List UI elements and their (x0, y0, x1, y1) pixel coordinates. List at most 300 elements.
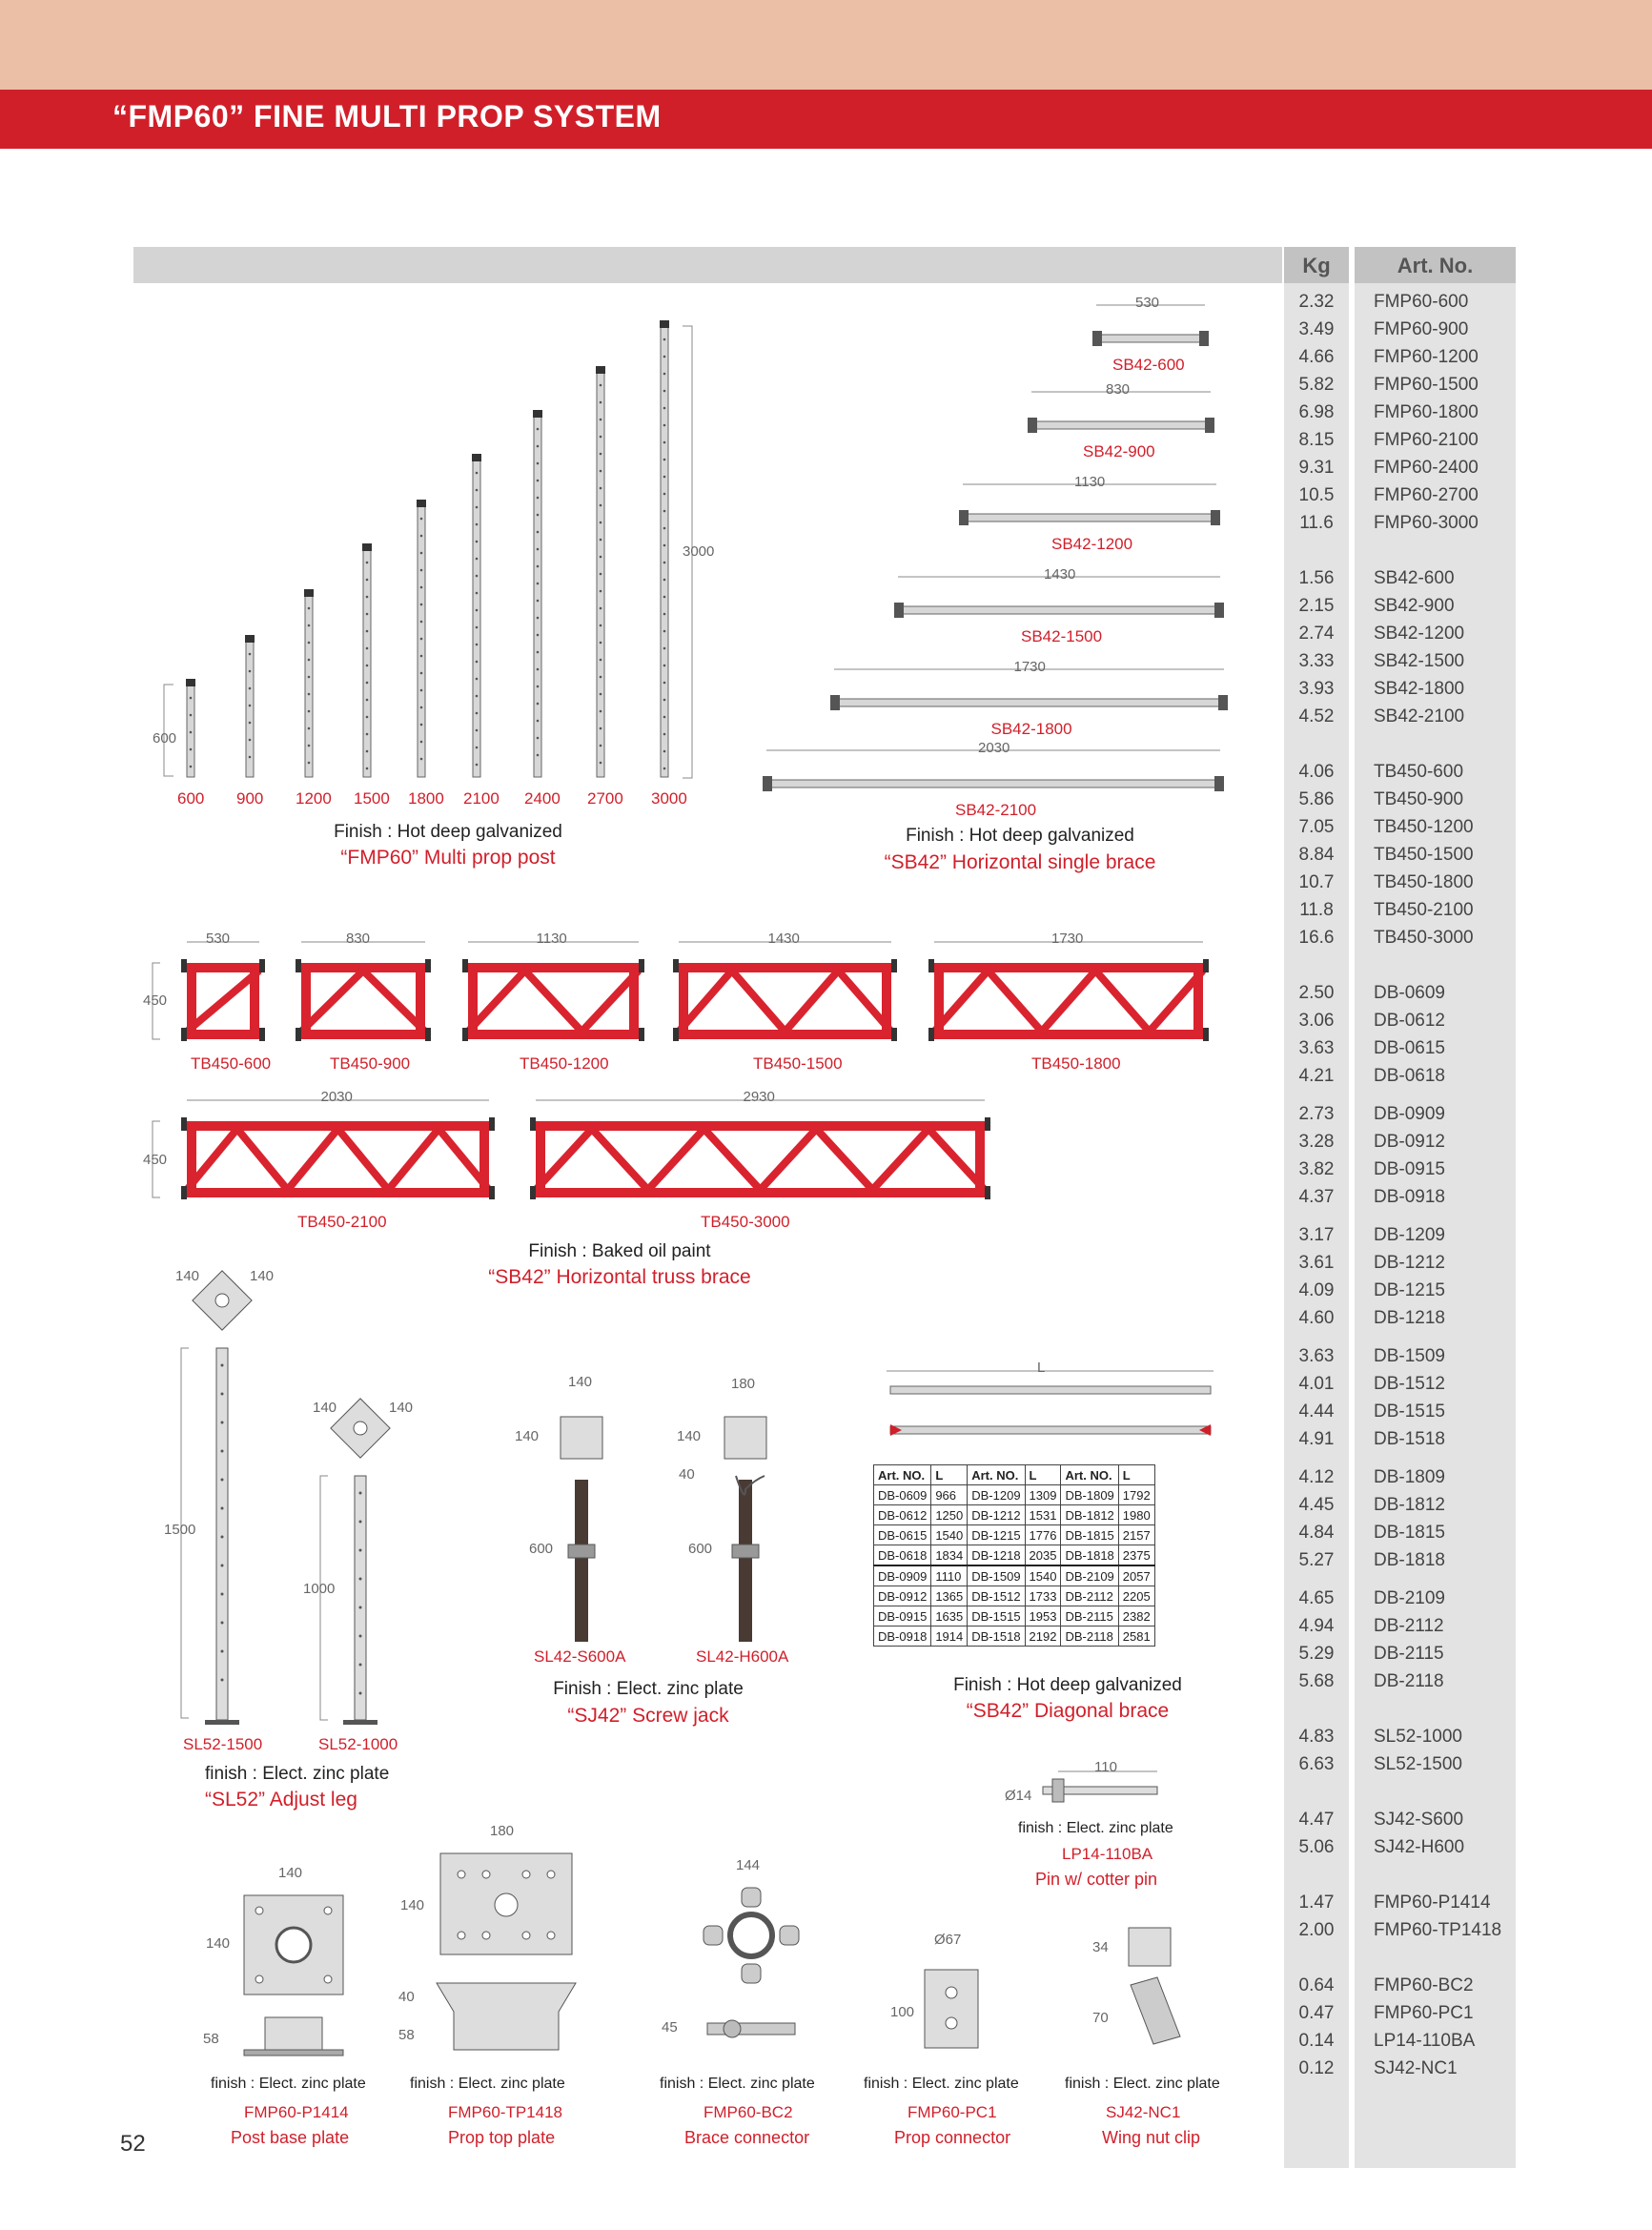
prop-hole (420, 586, 423, 589)
spec-art: FMP60-BC2 (1374, 1975, 1474, 1995)
spec-art: DB-2115 (1374, 1644, 1444, 1664)
prop-hole (249, 670, 252, 673)
sb-clamp (1199, 331, 1209, 346)
prop-hole (420, 672, 423, 675)
prop-hole (249, 687, 252, 690)
prop-hole (663, 665, 666, 667)
prop-hole (537, 428, 540, 431)
prop-hole (476, 626, 479, 629)
pc1-hole (946, 2017, 957, 2029)
prop-hole (249, 722, 252, 725)
prop-hole (366, 682, 369, 685)
diagonal-brace (890, 1386, 1211, 1394)
spec-art: TB450-1500 (1374, 845, 1474, 865)
diag-finish: Finish : Hot deep galvanized (953, 1675, 1182, 1695)
truss-height-2: 450 (143, 1152, 168, 1168)
truss-hook (181, 1028, 187, 1041)
prop-hole (663, 407, 666, 410)
spec-art: DB-1209 (1374, 1225, 1445, 1245)
spec-kg: 10.5 (1298, 485, 1335, 505)
truss-hook (673, 959, 679, 972)
spec-art: SB42-600 (1374, 568, 1455, 588)
tp1418-h: 140 (400, 1897, 425, 1913)
truss-hook (530, 1117, 536, 1131)
spec-kg: 4.84 (1298, 1523, 1335, 1543)
prop-hole (366, 665, 369, 667)
prop-hole (476, 729, 479, 732)
jack-finish: Finish : Elect. zinc plate (553, 1679, 744, 1699)
prop-dim-600: 600 (153, 730, 177, 747)
leg-dim-1000: 1000 (303, 1581, 336, 1597)
prop-hole (476, 558, 479, 561)
prop-hole (537, 462, 540, 465)
spec-art: FMP60-P1414 (1374, 1892, 1491, 1913)
prop-hole (366, 579, 369, 582)
prop-cap (362, 543, 372, 551)
kg-header: Kg (1284, 247, 1349, 283)
pc1-name: Prop connector (894, 2128, 1011, 2147)
sb-clamp (1211, 510, 1220, 525)
diag-table-head-cell: L (931, 1465, 968, 1485)
nc1-w: 34 (1092, 1939, 1109, 1955)
pin-code: LP14-110BA (1062, 1845, 1153, 1863)
diag-table-cell: 2375 (1118, 1545, 1154, 1566)
prop-hole (600, 573, 602, 576)
diag-table (873, 1464, 1155, 1647)
spec-kg: 2.15 (1298, 596, 1335, 616)
p1414-code: FMP60-P1414 (244, 2103, 349, 2121)
spec-art: FMP60-900 (1374, 319, 1469, 339)
prop-hole (420, 569, 423, 572)
diag-table-cell: DB-1812 (1061, 1505, 1118, 1525)
sb-length: 530 (1135, 295, 1160, 311)
spec-kg: 3.28 (1298, 1132, 1335, 1152)
spec-art: LP14-110BA (1374, 2031, 1476, 2051)
pc1-code: FMP60-PC1 (908, 2103, 997, 2121)
leg-hole (359, 1606, 362, 1609)
spec-art: DB-0612 (1374, 1011, 1445, 1031)
leg-hole (359, 1692, 362, 1695)
diag-table-head-cell: L (1025, 1465, 1061, 1485)
prop-cap (245, 635, 255, 643)
sb-clamp (830, 695, 840, 710)
spec-art: FMP60-3000 (1374, 513, 1479, 533)
prop-hole (537, 754, 540, 757)
truss-height-1: 450 (143, 992, 168, 1009)
truss-name: “SB42” Horizontal truss brace (488, 1266, 751, 1288)
p1414-name: Post base plate (231, 2128, 350, 2147)
truss-hook (928, 1028, 934, 1041)
spec-kg: 2.32 (1298, 292, 1335, 312)
spec-kg: 6.63 (1298, 1754, 1335, 1774)
art-header: Art. No. (1355, 247, 1516, 283)
diag-table-cell: 1953 (1025, 1606, 1061, 1626)
spec-kg: 4.66 (1298, 347, 1335, 367)
tp1418-t2: 58 (398, 2027, 415, 2043)
leg-foot (205, 1720, 239, 1725)
tp1418-bolt (547, 1932, 555, 1939)
spec-art: TB450-3000 (1374, 928, 1474, 948)
spec-art: FMP60-600 (1374, 292, 1469, 312)
truss-hook (928, 959, 934, 972)
prop-hole (249, 653, 252, 656)
prop-hole (600, 556, 602, 559)
spec-kg: 5.27 (1298, 1550, 1335, 1570)
spec-art: SB42-900 (1374, 596, 1455, 616)
spec-art: DB-1212 (1374, 1253, 1445, 1273)
sb-code: SB42-1200 (1051, 535, 1133, 553)
leg-hole (221, 1507, 224, 1510)
diag-table-cell: 1733 (1025, 1586, 1061, 1606)
tp1418-code: FMP60-TP1418 (448, 2103, 562, 2121)
spec-kg: 2.00 (1298, 1920, 1335, 1940)
leg-dim-1500: 1500 (164, 1522, 196, 1538)
leg-label-1000: SL52-1000 (318, 1735, 398, 1753)
prop-hole (308, 659, 311, 662)
prop-hole (537, 548, 540, 551)
truss-diagonal (288, 1129, 338, 1190)
truss-chord (934, 1030, 1203, 1039)
prop-hole (476, 523, 479, 526)
prop-hole (420, 621, 423, 624)
spec-kg: 0.47 (1298, 2003, 1335, 2023)
truss-hook (1203, 1028, 1209, 1041)
prop-post (418, 505, 425, 777)
truss-hook (296, 959, 301, 972)
prop-hole (663, 493, 666, 496)
prop-hole (537, 651, 540, 654)
truss-hook (259, 959, 265, 972)
prop-hole (600, 539, 602, 542)
spec-kg: 0.14 (1298, 2031, 1335, 2051)
spec-art: FMP60-TP1418 (1374, 1920, 1502, 1940)
spec-art: FMP60-1500 (1374, 375, 1479, 395)
spec-art: SJ42-NC1 (1374, 2058, 1458, 2078)
prop-hole (600, 659, 602, 662)
sb-code: SB42-600 (1112, 356, 1185, 374)
spec-kg: 4.83 (1298, 1727, 1335, 1747)
spec-kg: 4.60 (1298, 1308, 1335, 1328)
prop-hole (476, 472, 479, 475)
truss-code: TB450-600 (191, 1054, 272, 1073)
prop-hole (663, 544, 666, 547)
prop-hole (420, 518, 423, 521)
leg-head-hole (215, 1294, 229, 1307)
jack-dim-t: 40 (679, 1466, 695, 1483)
diag-table-cell: DB-1212 (968, 1505, 1025, 1525)
spec-kg: 4.45 (1298, 1495, 1335, 1515)
prop-hole (249, 756, 252, 759)
sb-clamp (1028, 418, 1037, 433)
spec-kg: 11.6 (1299, 513, 1334, 533)
prop-hole (600, 401, 602, 404)
truss-hook (181, 959, 187, 972)
prop-hole (308, 607, 311, 610)
truss-chord (301, 1030, 425, 1039)
diag-table-cell: DB-0609 (874, 1485, 931, 1505)
diag-table-cell: DB-0615 (874, 1525, 931, 1545)
p1414-bolt (255, 1907, 263, 1914)
nc1-h: 70 (1092, 2010, 1109, 2026)
prop-hole (600, 676, 602, 679)
diag-table-head-cell: Art. NO. (968, 1465, 1025, 1485)
spec-art: FMP60-2100 (1374, 430, 1479, 450)
prop-label: 3000 (651, 789, 687, 808)
diag-table-cell: 2581 (1118, 1626, 1154, 1647)
jack-dim-w1: 140 (568, 1374, 593, 1390)
diag-table-cell: DB-0618 (874, 1545, 931, 1566)
p1414-bolt (255, 1975, 263, 1983)
sb-code: SB42-1500 (1021, 627, 1103, 645)
jack-nut (732, 1545, 759, 1558)
leg-hole (221, 1393, 224, 1396)
leg-hole (359, 1578, 362, 1581)
diag-table-cell: 1365 (931, 1586, 968, 1606)
prop-post (534, 416, 541, 777)
prop-hole (600, 710, 602, 713)
prop-hole (537, 703, 540, 706)
leg-tube (355, 1476, 366, 1720)
prop-hole (600, 607, 602, 610)
truss-chord (187, 1188, 489, 1197)
prop-label: 900 (236, 789, 264, 808)
bc2-finish: finish : Elect. zinc plate (660, 2076, 815, 2092)
tp1418-bolt (522, 1871, 530, 1878)
spec-art: DB-0918 (1374, 1187, 1445, 1207)
prop-hole (420, 535, 423, 538)
prop-dim-3000: 3000 (683, 543, 715, 560)
pc1-hole (946, 1987, 957, 1998)
truss-diagonal (388, 1129, 438, 1190)
prop-hole (366, 613, 369, 616)
truss-diagonal (704, 1129, 761, 1190)
truss-code: TB450-1200 (520, 1054, 609, 1073)
spec-art: DB-1818 (1374, 1550, 1445, 1570)
bc2-name: Brace connector (684, 2128, 810, 2147)
leg-hole (221, 1479, 224, 1482)
prop-hole (476, 678, 479, 681)
p1414-bolt (324, 1907, 332, 1914)
single-brace (1096, 335, 1205, 342)
truss-chord (468, 963, 639, 972)
single-brace (1031, 421, 1211, 429)
table-row (874, 1606, 1155, 1626)
prop-hole (420, 604, 423, 606)
prop-hole (537, 634, 540, 637)
diag-table-cell: 1110 (931, 1565, 968, 1586)
prop-hole (663, 716, 666, 719)
prop-hole (663, 647, 666, 650)
p1414-side-tube (265, 2017, 322, 2050)
prop-hole (476, 592, 479, 595)
prop-hole (600, 504, 602, 507)
spec-kg: 7.05 (1298, 817, 1335, 837)
single-brace (834, 699, 1224, 706)
pin-name: Pin w/ cotter pin (1035, 1870, 1158, 1889)
diag-table-cell: 2057 (1118, 1565, 1154, 1586)
table-row (874, 1626, 1155, 1647)
leg-hole (221, 1536, 224, 1539)
nc1-finish: finish : Elect. zinc plate (1065, 2076, 1220, 2092)
prop-finish: Finish : Hot deep galvanized (334, 822, 562, 842)
spec-art: SJ42-H600 (1374, 1837, 1465, 1857)
prop-hole (663, 356, 666, 358)
spec-art: TB450-600 (1374, 762, 1464, 782)
prop-hole (366, 716, 369, 719)
truss-diagonal (785, 971, 839, 1032)
spec-kg: 4.44 (1298, 1401, 1335, 1422)
page-number: 52 (120, 2131, 146, 2157)
prop-hole (663, 682, 666, 685)
prop-hole (537, 720, 540, 723)
prop-hole (537, 617, 540, 620)
spec-art: DB-0912 (1374, 1132, 1445, 1152)
truss-hook (425, 959, 431, 972)
table-row (874, 1505, 1155, 1525)
prop-hole (600, 384, 602, 387)
truss-diagonal (525, 971, 582, 1032)
spec-art: FMP60-PC1 (1374, 2003, 1474, 2023)
prop-hole (476, 712, 479, 715)
truss-diagonal (338, 1129, 389, 1190)
bc2-w: 144 (736, 1857, 761, 1873)
tp1418-bolt (547, 1871, 555, 1878)
jack-dim-h1: 140 (515, 1428, 540, 1444)
diag-table-header (874, 1465, 1155, 1485)
spec-kg: 3.06 (1298, 1011, 1335, 1031)
truss-diagonal (592, 1129, 648, 1190)
p1414-side-base (244, 2050, 343, 2056)
truss-diagonal (732, 971, 785, 1032)
spec-art: DB-2112 (1374, 1616, 1444, 1636)
spec-art: DB-2109 (1374, 1588, 1445, 1608)
prop-hole (476, 575, 479, 578)
prop-hole (366, 596, 369, 599)
leg-hole (359, 1549, 362, 1552)
nc1-code: SJ42-NC1 (1106, 2103, 1181, 2121)
prop-hole (420, 638, 423, 641)
p1414-t: 58 (203, 2031, 219, 2047)
diag-table-cell: 2205 (1118, 1586, 1154, 1606)
bc2-side-ring (724, 2020, 741, 2037)
leg-tube (216, 1348, 228, 1720)
prop-hole (600, 436, 602, 439)
leg-hole (221, 1422, 224, 1424)
diag-table-head-cell: L (1118, 1465, 1154, 1485)
jack-dim-w2: 180 (731, 1376, 756, 1392)
prop-hole (366, 750, 369, 753)
prop-hole (308, 676, 311, 679)
leg-hole (221, 1565, 224, 1567)
prop-hole (308, 745, 311, 747)
spec-art: DB-0909 (1374, 1104, 1445, 1124)
truss-hook (639, 959, 644, 972)
pc1-body (925, 1970, 978, 2048)
truss-chord (679, 963, 891, 972)
truss-hook (985, 1117, 990, 1131)
prop-hole (600, 419, 602, 421)
leg-dim-line (320, 1476, 328, 1720)
jack-label-s: SL42-S600A (534, 1647, 626, 1666)
spec-kg: 4.52 (1298, 706, 1335, 726)
leg-dim-c: 140 (313, 1400, 337, 1416)
prop-hole (600, 762, 602, 765)
table-row (874, 1586, 1155, 1606)
prop-post (661, 326, 668, 777)
truss-hook (891, 1028, 897, 1041)
spec-art: DB-0615 (1374, 1038, 1445, 1058)
sb-code: SB42-1800 (990, 720, 1072, 738)
leg-hole (359, 1521, 362, 1524)
truss-diagonal (816, 1129, 872, 1190)
prop-hole (190, 731, 193, 734)
leg-hole (221, 1364, 224, 1367)
jack-plate (561, 1417, 602, 1459)
truss-length: 2930 (743, 1089, 775, 1105)
pc1-finish: finish : Elect. zinc plate (864, 2076, 1019, 2092)
truss-hook (985, 1186, 990, 1199)
diag-table-cell: DB-0912 (874, 1586, 931, 1606)
spec-kg: 2.50 (1298, 983, 1335, 1003)
spec-kg: 4.21 (1298, 1066, 1335, 1086)
diag-table-cell: DB-1509 (968, 1565, 1025, 1586)
p1414-w: 140 (278, 1865, 303, 1881)
truss-code: TB450-1500 (753, 1054, 843, 1073)
prop-label: 1500 (354, 789, 390, 808)
diag-table-cell: DB-1215 (968, 1525, 1025, 1545)
sb-finish: Finish : Hot deep galvanized (906, 826, 1134, 846)
spec-kg: 3.63 (1298, 1346, 1335, 1366)
spec-kg: 2.73 (1298, 1104, 1335, 1124)
jack-plate (724, 1417, 766, 1459)
spec-art: SB42-1200 (1374, 624, 1465, 644)
table-row (874, 1565, 1155, 1586)
leg-hole (221, 1450, 224, 1453)
tp1418-bolt (458, 1871, 465, 1878)
prop-hole (600, 453, 602, 456)
leg-hole (359, 1492, 362, 1495)
truss-length: 830 (346, 931, 371, 947)
spec-art: SB42-2100 (1374, 706, 1465, 726)
sb-clamp (1092, 331, 1102, 346)
diag-table-cell: DB-2109 (1061, 1565, 1118, 1586)
spec-art: SJ42-S600 (1374, 1810, 1464, 1830)
single-brace (898, 606, 1220, 614)
spec-art: SB42-1800 (1374, 679, 1465, 699)
prop-hole (600, 487, 602, 490)
prop-cap (417, 500, 426, 507)
prop-hole (537, 668, 540, 671)
truss-diagonal (648, 1129, 704, 1190)
spec-kg: 4.94 (1298, 1616, 1335, 1636)
truss-diagonal (187, 971, 259, 1032)
leg-finish: finish : Elect. zinc plate (205, 1764, 390, 1784)
spec-art: DB-0609 (1374, 983, 1445, 1003)
p1414-bolt (324, 1975, 332, 1983)
truss-code: TB450-1800 (1031, 1054, 1121, 1073)
diagonal-brace (890, 1426, 1211, 1434)
spec-art: TB450-1200 (1374, 817, 1474, 837)
spec-kg: 3.93 (1298, 679, 1335, 699)
page-title: “FMP60” FINE MULTI PROP SYSTEM (112, 99, 662, 133)
leg-hole (221, 1593, 224, 1596)
single-brace (766, 780, 1220, 788)
truss-hook (530, 1186, 536, 1199)
diag-table-cell: 1250 (931, 1505, 968, 1525)
prop-hole (663, 733, 666, 736)
spec-art: FMP60-2400 (1374, 458, 1479, 478)
diag-table-cell: DB-0612 (874, 1505, 931, 1525)
